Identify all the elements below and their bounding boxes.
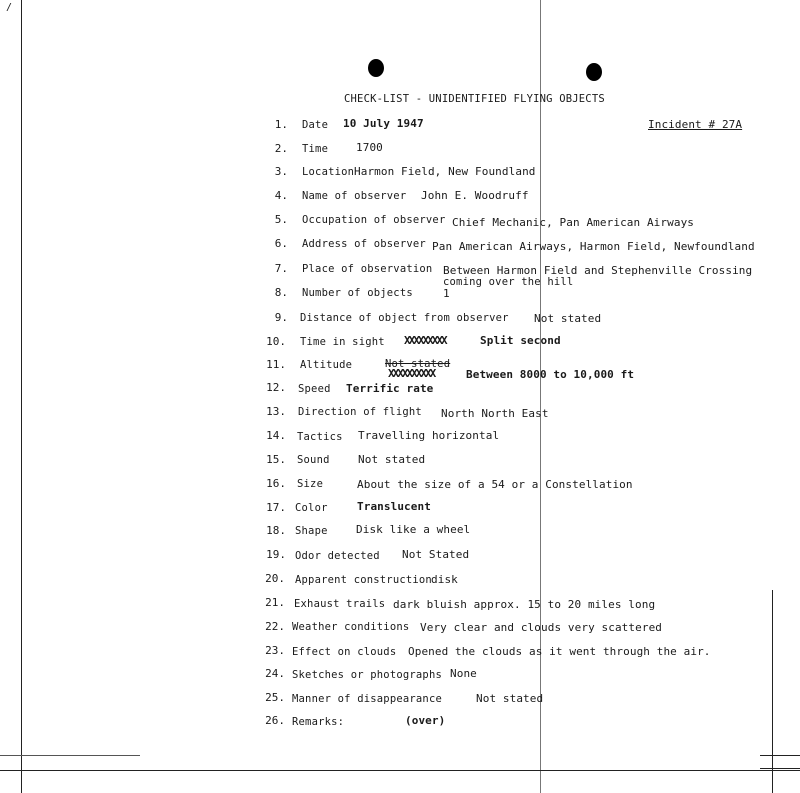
item-15-number: 15. [266,453,286,466]
item-20-number: 20. [265,572,285,585]
item-10-value: Split second [480,334,561,347]
item-7-value-line-2: coming over the hill [443,276,574,288]
fold-line [540,0,541,793]
item-2-value: 1700 [356,141,383,154]
item-11-label: Altitude [300,359,353,371]
item-25-number: 25. [265,691,285,704]
item-22-number: 22. [265,620,285,633]
item-14-number: 14. [266,429,286,442]
item-8-value: 1 [443,287,450,300]
item-9-value: Not stated [534,312,602,325]
item-17-number: 17. [266,501,286,514]
item-1-number: 1. [274,118,288,131]
item-2-number: 2. [274,142,288,155]
item-5-number: 5. [274,213,288,226]
item-15-value: Not stated [358,453,426,466]
item-10-number: 10. [266,335,286,348]
item-24-number: 24. [265,667,285,680]
document-title: CHECK-LIST - UNIDENTIFIED FLYING OBJECTS [344,93,605,105]
item-10-struck-out: XXXXXXXXX [404,334,446,347]
item-19-value: Not Stated [402,548,470,561]
item-7-label: Place of observation [302,263,433,275]
item-23-value: Opened the clouds as it went through the air. [408,645,711,658]
item-4-number: 4. [274,189,288,202]
item-11-struck-out: XXXXXXXXXX [388,367,435,380]
item-13-value: North North East [441,407,549,420]
item-11-struck-text: Not stated [385,358,451,370]
item-6-value: Pan American Airways, Harmon Field, Newfoundland [432,240,755,253]
item-10-label: Time in sight [300,336,385,348]
item-1-value: 10 July 1947 [343,117,424,130]
item-22-label: Weather conditions [292,621,410,633]
item-8-number: 8. [274,286,288,299]
item-16-label: Size [297,478,324,490]
bottom-edge-line-2 [0,755,140,756]
item-2-label: Time [302,143,329,155]
item-18-number: 18. [266,524,286,537]
item-5-value: Chief Mechanic, Pan American Airways [452,216,695,229]
item-14-value: Travelling horizontal [358,429,500,442]
item-6-number: 6. [274,237,288,250]
punch-hole-right [586,63,602,81]
item-19-number: 19. [266,548,286,561]
item-17-label: Color [295,502,328,514]
left-border-line [21,0,22,793]
item-20-value: disk [431,573,458,586]
item-4-value: John E. Woodruff [421,189,529,202]
item-5-label: Occupation of observer [302,214,446,226]
item-18-label: Shape [295,525,328,537]
item-16-value: About the size of a 54 or a Constellation [357,478,633,491]
item-6-label: Address of observer [302,238,426,250]
item-26-value: (over) [405,714,446,727]
item-26-label: Remarks: [292,716,345,728]
item-9-label: Distance of object from observer [300,312,509,324]
item-3-value: Harmon Field, New Foundland [354,165,536,178]
item-11-value: Between 8000 to 10,000 ft [466,368,635,381]
item-15-label: Sound [297,454,330,466]
item-21-number: 21. [265,596,285,609]
item-21-label: Exhaust trails [294,598,386,610]
item-17-value: Translucent [357,500,431,513]
right-border-line [772,590,773,793]
bottom-edge-line-3 [760,768,800,769]
item-24-label: Sketches or photographs [292,669,442,681]
item-12-number: 12. [266,381,286,394]
punch-hole-left [368,59,384,77]
bottom-edge-line-4 [760,755,800,756]
incident-number: Incident # 27A [648,118,743,131]
item-9-number: 9. [274,311,288,324]
item-7-number: 7. [274,262,288,275]
item-3-label: Location [302,166,355,178]
item-19-label: Odor detected [295,550,380,562]
item-14-label: Tactics [297,431,343,443]
item-26-number: 26. [265,714,285,727]
corner-mark: / [6,2,13,13]
item-8-label: Number of objects [302,287,413,299]
item-25-value: Not stated [476,692,544,705]
item-24-value: None [450,667,477,680]
bottom-edge-line [0,770,800,771]
item-1-label: Date [302,119,329,131]
item-4-label: Name of observer [302,190,407,202]
item-12-label: Speed [298,383,331,395]
item-12-value: Terrific rate [346,382,434,395]
item-7-value: Between Harmon Field and Stephenville Crossing [443,264,753,277]
item-3-number: 3. [274,165,288,178]
item-13-number: 13. [266,405,286,418]
item-22-value: Very clear and clouds very scattered [420,621,663,634]
item-23-number: 23. [265,644,285,657]
item-13-label: Direction of flight [298,406,422,418]
item-16-number: 16. [266,477,286,490]
item-20-label: Apparent construction [295,574,432,586]
item-25-label: Manner of disappearance [292,693,442,705]
item-11-number: 11. [266,358,286,371]
item-18-value: Disk like a wheel [356,523,471,536]
item-23-label: Effect on clouds [292,646,397,658]
item-21-value: dark bluish approx. 15 to 20 miles long [393,598,656,611]
